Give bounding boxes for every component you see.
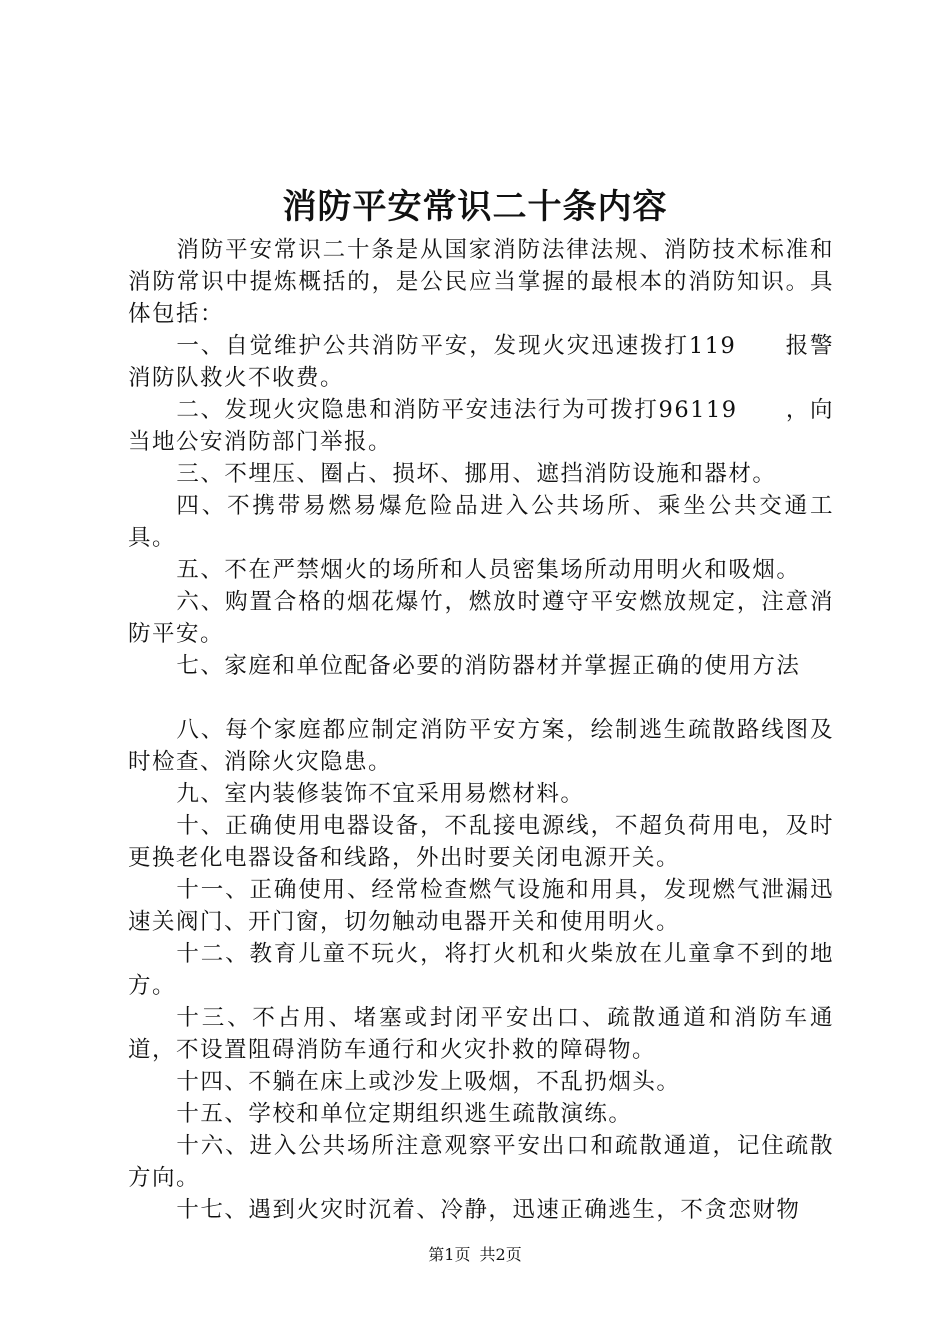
page-number: 第1页 — [428, 1245, 471, 1264]
rule-item-17: 十七、遇到火灾时沉着、冷静，迅速正确逃生，不贪恋财物 — [176, 1197, 801, 1223]
rule-item-13: 十三、不占用、堵塞或封闭平安出口、疏散通道和消防车通道，不设置阻碍消防车通行和火灾扑救的障碍物。 — [128, 1005, 834, 1063]
rule-item-11: 十一、正确使用、经常检查燃气设施和用具，发现燃气泄漏迅速关阀门、开门窗，切勿触动电器开关和使用明火。 — [128, 877, 834, 935]
intro-paragraph: 消防平安常识二十条是从国家消防法律法规、消防技术标准和消防常识中提炼概括的，是公民应当掌握的最根本的消防知识。具体包括： — [128, 237, 834, 327]
rule-item-3: 三、不埋压、圈占、损坏、挪用、遮挡消防设施和器材。 — [176, 461, 777, 487]
rule-item-6: 六、购置合格的烟花爆竹，燃放时遵守平安燃放规定，注意消防平安。 — [128, 589, 834, 647]
rule-item-14: 十四、不躺在床上或沙发上吸烟，不乱扔烟头。 — [176, 1069, 681, 1095]
rule-item-7: 七、家庭和单位配备必要的消防器材并掌握正确的使用方法 — [176, 653, 801, 679]
rule-item-4: 四、不携带易燃易爆危险品进入公共场所、乘坐公共交通工具。 — [128, 493, 834, 551]
rule-item-10: 十、正确使用电器设备，不乱接电源线，不超负荷用电，及时更换老化电器设备和线路，外出时要关闭电源开关。 — [128, 813, 834, 871]
document-title: 消防平安常识二十条内容 — [282, 187, 668, 227]
rule-item-1: 一、自觉维护公共消防平安，发现火灾迅速拨打119 报警消防队救火不收费。 — [128, 333, 834, 391]
rule-item-2: 二、发现火灾隐患和消防平安违法行为可拨打96119 ，向当地公安消防部门举报。 — [128, 397, 834, 455]
rule-item-5: 五、不在严禁烟火的场所和人员密集场所动用明火和吸烟。 — [176, 557, 801, 583]
rule-item-15: 十五、学校和单位定期组织逃生疏散演练。 — [176, 1101, 633, 1127]
rule-item-9: 九、室内装修装饰不宜采用易燃材料。 — [176, 781, 585, 807]
rule-item-16: 十六、进入公共场所注意观察平安出口和疏散通道，记住疏散方向。 — [128, 1133, 834, 1191]
document-body — [128, 234, 834, 1226]
page-footer — [0, 1244, 950, 1266]
page-total: 共2页 — [479, 1245, 522, 1264]
rule-item-12: 十二、教育儿童不玩火，将打火机和火柴放在儿童拿不到的地方。 — [128, 941, 834, 999]
rule-item-8: 八、每个家庭都应制定消防平安方案，绘制逃生疏散路线图及时检查、消除火灾隐患。 — [128, 717, 834, 775]
